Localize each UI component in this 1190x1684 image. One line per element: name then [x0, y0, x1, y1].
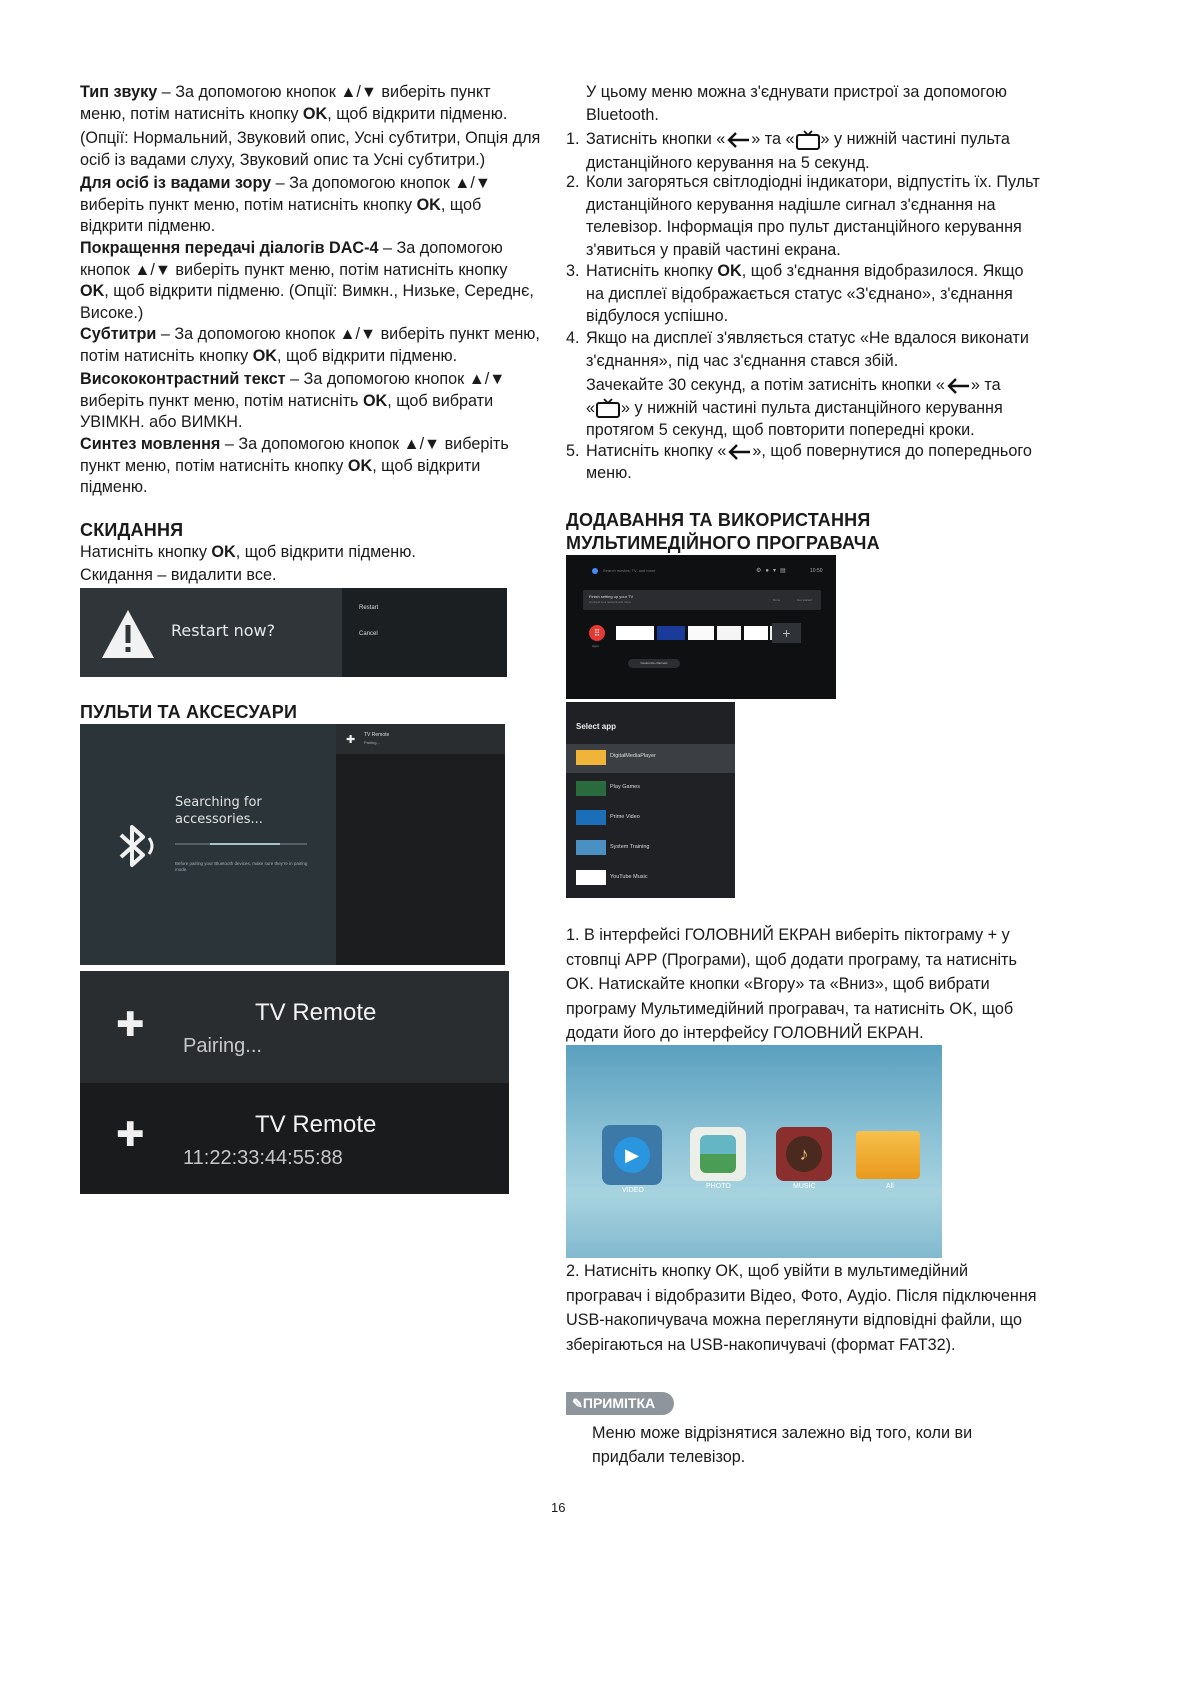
select-app-title: Select app	[576, 722, 617, 731]
text: – За допомогою кнопок ▲/▼ виберіть пункт меню, потім натисніть кнопку	[80, 435, 509, 475]
app-tile[interactable]	[657, 626, 685, 640]
ok-label: OK	[302, 104, 328, 123]
clock: 10:50	[810, 568, 823, 574]
text: Затисніть кнопки «	[586, 130, 726, 148]
app-icon	[576, 840, 606, 855]
video-tile[interactable]	[602, 1125, 662, 1185]
text: » у нижній частині пульта дистанційного керування на 5 секунд.	[586, 130, 1010, 172]
gamepad-icon: ✚	[346, 734, 356, 746]
step-4	[566, 327, 1041, 442]
tv-icon	[795, 130, 821, 150]
setup-banner[interactable]	[583, 590, 821, 610]
assistant-icon	[592, 568, 598, 574]
app-icon	[576, 750, 606, 765]
step-number: 5.	[566, 442, 580, 460]
side-panel	[336, 724, 505, 965]
instruction-2: 2. Натисніть кнопку OK, щоб увійти в мультимедійний програвач і відобразити Відео, Фото, Аудіо. Після підключення USB-накопичувача можна переглянути відповідні файли, що зберігаються на USB-накопичувачі (формат FAT32).	[566, 1262, 1037, 1354]
play-icon: ▶	[614, 1137, 650, 1173]
ok-label: OK	[211, 543, 236, 561]
select-app-item[interactable]: Play Games	[610, 784, 640, 790]
text: – За допомогою кнопок ▲/▼ виберіть пункт меню, потім натисніть кнопку	[80, 174, 491, 214]
text: , щоб відкрити підменю.	[327, 104, 508, 123]
note-text: Меню може відрізнятися залежно від того, коли ви придбали телевізор.	[592, 1424, 973, 1466]
text: Якщо на дисплеї з'являється статус «Не вдалося виконати з'єднання», під час з'єднання стався збій.	[586, 329, 1029, 370]
ok-label: OK	[416, 195, 441, 214]
reset-heading: СКИДАННЯ	[80, 520, 184, 540]
progress-fill	[210, 843, 280, 845]
text: , щоб відкрити підменю.	[80, 195, 482, 235]
note-badge	[566, 1392, 674, 1415]
text: – За допомогою кнопок ▲/▼ виберіть пункт меню, потім натисніть кнопку	[80, 83, 491, 123]
text: , щоб відкрити підменю.	[277, 346, 458, 365]
step-1	[566, 128, 1041, 175]
bluetooth-intro: У цьому меню можна з'єднувати пристрої за допомогою Bluetooth.	[586, 83, 1007, 124]
music-label: MUSIC	[793, 1183, 816, 1190]
music-icon: ♪	[786, 1136, 822, 1172]
sound-type-paragraph	[80, 82, 540, 125]
step-3	[566, 260, 1041, 328]
app-tile[interactable]	[616, 626, 654, 640]
search-text: Search movies, TV, and more	[603, 568, 656, 573]
restart-question: Restart now?	[171, 621, 276, 640]
text: , щоб з'єднання відобразилося. Якщо на дисплеї відображається статус «З'єднано», з'єднання відбулося успішно.	[586, 262, 1024, 325]
photo-icon	[700, 1135, 736, 1173]
multimedia-heading-1: ДОДАВАННЯ ТА ВИКОРИСТАННЯ	[566, 510, 871, 530]
visually-impaired-paragraph	[80, 173, 530, 238]
pencil-icon: ✎	[572, 1396, 583, 1411]
select-app-item[interactable]: YouTube Music	[610, 874, 648, 880]
text: Натисніть кнопку	[586, 262, 718, 280]
photo-label: PHOTO	[706, 1183, 731, 1190]
select-app-item[interactable]: System Training	[610, 844, 650, 850]
step-number: 3.	[566, 262, 580, 280]
ok-label: OK	[252, 346, 277, 365]
select-app-screenshot	[566, 702, 735, 898]
side-title: TV Remote	[364, 732, 390, 738]
video-label: VIDEO	[622, 1187, 644, 1194]
high-contrast-paragraph	[80, 369, 530, 434]
reset-line-2: Скидання – видалити все.	[80, 566, 277, 584]
customize-channels-button[interactable]: Customize channels	[628, 659, 680, 668]
side-subtitle: Pairing...	[364, 740, 380, 745]
ok-label: OK	[80, 282, 105, 300]
text: , щоб вибрати УВІМКН. або ВИМКН.	[80, 391, 494, 431]
term: Для осіб із вадами зору	[80, 174, 272, 192]
search-accessories-screenshot	[80, 724, 505, 965]
app-icon	[576, 870, 606, 885]
remotes-heading: ПУЛЬТИ ТА АКСЕСУАРИ	[80, 702, 298, 722]
banner-title: Finish setting up your TV	[589, 594, 634, 599]
side-panel-header	[336, 724, 505, 754]
searching-title: Searching for accessories...	[175, 795, 263, 827]
term: Висококонтрастний текст	[80, 370, 286, 388]
step-2	[566, 171, 1041, 261]
all-label: All	[886, 1183, 894, 1190]
gamepad-icon: ✚	[116, 1116, 145, 1154]
text: », щоб повернутися до попереднього меню.	[586, 442, 1032, 482]
page-number: 16	[551, 1500, 566, 1515]
dac4-paragraph	[80, 238, 540, 324]
restart-dialog-screenshot	[80, 588, 507, 677]
text: , щоб відкрити підменю.	[235, 543, 416, 561]
remote-row-1[interactable]	[80, 971, 509, 1083]
term: Субтитри	[80, 325, 157, 343]
step-5	[566, 440, 1041, 484]
term: Покращення передачі діалогів DAC-4	[80, 239, 379, 257]
apps-grid-icon[interactable]: ⠿	[589, 625, 605, 641]
all-folder-tile[interactable]	[856, 1131, 920, 1179]
ok-label: OK	[362, 391, 388, 410]
remote-row-2[interactable]	[80, 1083, 509, 1194]
text: , щоб відкрити підменю. (Опції: Вимкн., Низьке, Середнє, Високе.)	[80, 282, 534, 322]
warning-icon	[100, 608, 156, 660]
tv-icon	[595, 398, 621, 418]
text: » та	[970, 376, 1001, 394]
text: – За допомогою кнопок ▲/▼ виберіть пункт меню, потім натисніть кнопку	[80, 239, 508, 279]
text: , щоб відкрити підменю.	[80, 456, 481, 496]
banner-done-button[interactable]: Done	[773, 598, 781, 602]
add-app-tile[interactable]: +	[772, 623, 801, 643]
text: » та «	[751, 130, 795, 148]
bluetooth-icon	[113, 821, 161, 871]
remote-name: TV Remote	[255, 1111, 377, 1138]
text: «	[586, 398, 596, 417]
ok-label: OK	[347, 456, 373, 475]
status-icons: ⚙●▾▤	[756, 568, 790, 574]
step-number: 1.	[566, 130, 580, 148]
banner-subtitle: Connect to a network and more	[589, 600, 631, 604]
banner-start-button[interactable]: Get started	[797, 598, 812, 602]
sound-type-options: (Опції: Нормальний, Звуковий опис, Усні субтитри, Опція для осіб із вадами слуху, Звуковий опис та Усні субтитри.)	[80, 129, 541, 169]
note-label: ПРИМІТКА	[582, 1395, 656, 1411]
text: – За допомогою кнопок ▲/▼ виберіть пункт меню, потім натисніть	[80, 370, 506, 410]
remote-name: TV Remote	[255, 999, 377, 1026]
cancel-option[interactable]: Cancel	[359, 631, 378, 637]
music-tile[interactable]	[776, 1127, 832, 1181]
remote-status: Pairing...	[183, 1035, 262, 1057]
step-number: 2.	[566, 173, 580, 191]
tv-remote-list-screenshot	[80, 971, 509, 1194]
back-arrow-icon	[945, 377, 971, 395]
instruction-1: 1. В інтерфейсі ГОЛОВНИЙ ЕКРАН виберіть піктограму + у стовпці APP (Програми), щоб додати програму, та натисніть OK. Натискайте кнопки «Вгору» та «Вниз», щоб вибрати програму Мультимедійний програвач, та натисніть OK, щоб додати його до інтерфейсу ГОЛОВНИЙ ЕКРАН.	[566, 926, 1017, 1042]
select-app-item[interactable]: Prime Video	[610, 814, 640, 820]
app-icon	[576, 810, 606, 825]
app-tile[interactable]	[717, 626, 741, 640]
multimedia-heading-2: МУЛЬТИМЕДІЙНОГО ПРОГРАВАЧА	[566, 533, 880, 553]
pairing-hint: Before pairing your Bluetooth devices, make sure they're in pairing mode.	[175, 861, 308, 872]
app-tile[interactable]	[688, 626, 714, 640]
text: Зачекайте 30 секунд, а потім затисніть кнопки «	[586, 376, 945, 394]
text: Натисніть кнопку «	[586, 442, 727, 460]
back-arrow-icon	[725, 131, 751, 149]
text: – За допомогою кнопок ▲/▼ виберіть пункт меню, потім натисніть кнопку	[80, 325, 540, 365]
app-tile[interactable]	[744, 626, 768, 640]
app-icon	[576, 781, 606, 796]
remote-mac: 11:22:33:44:55:88	[183, 1147, 343, 1169]
restart-option[interactable]: Restart	[359, 605, 379, 611]
subtitles-paragraph	[80, 324, 540, 367]
term: Синтез мовлення	[80, 435, 221, 453]
reset-line-1	[80, 542, 540, 564]
select-app-item[interactable]: DigitalMediaPlayer	[610, 753, 656, 759]
photo-tile[interactable]	[690, 1127, 746, 1181]
home-screen-screenshot	[566, 555, 836, 699]
step-number: 4.	[566, 329, 580, 347]
media-player-screenshot	[566, 1045, 942, 1258]
term: Тип звуку	[80, 83, 158, 101]
text: Коли загоряться світлодіодні індикатори, відпустіть їх. Пульт дистанційного керування надішле сигнал з'єднання на телевізор. Інформація про пульт дистанційного керування з'явиться у правій частині екрана.	[586, 173, 1040, 259]
back-arrow-icon	[726, 443, 752, 461]
ok-label: OK	[717, 262, 742, 280]
text: Натисніть кнопку	[80, 543, 212, 561]
speech-synth-paragraph	[80, 434, 540, 499]
apps-label: Apps	[592, 644, 599, 648]
text: » у нижній частині пульта дистанційного керування протягом 5 секунд, щоб повторити попередні кроки.	[586, 398, 1003, 439]
gamepad-icon: ✚	[116, 1006, 145, 1044]
